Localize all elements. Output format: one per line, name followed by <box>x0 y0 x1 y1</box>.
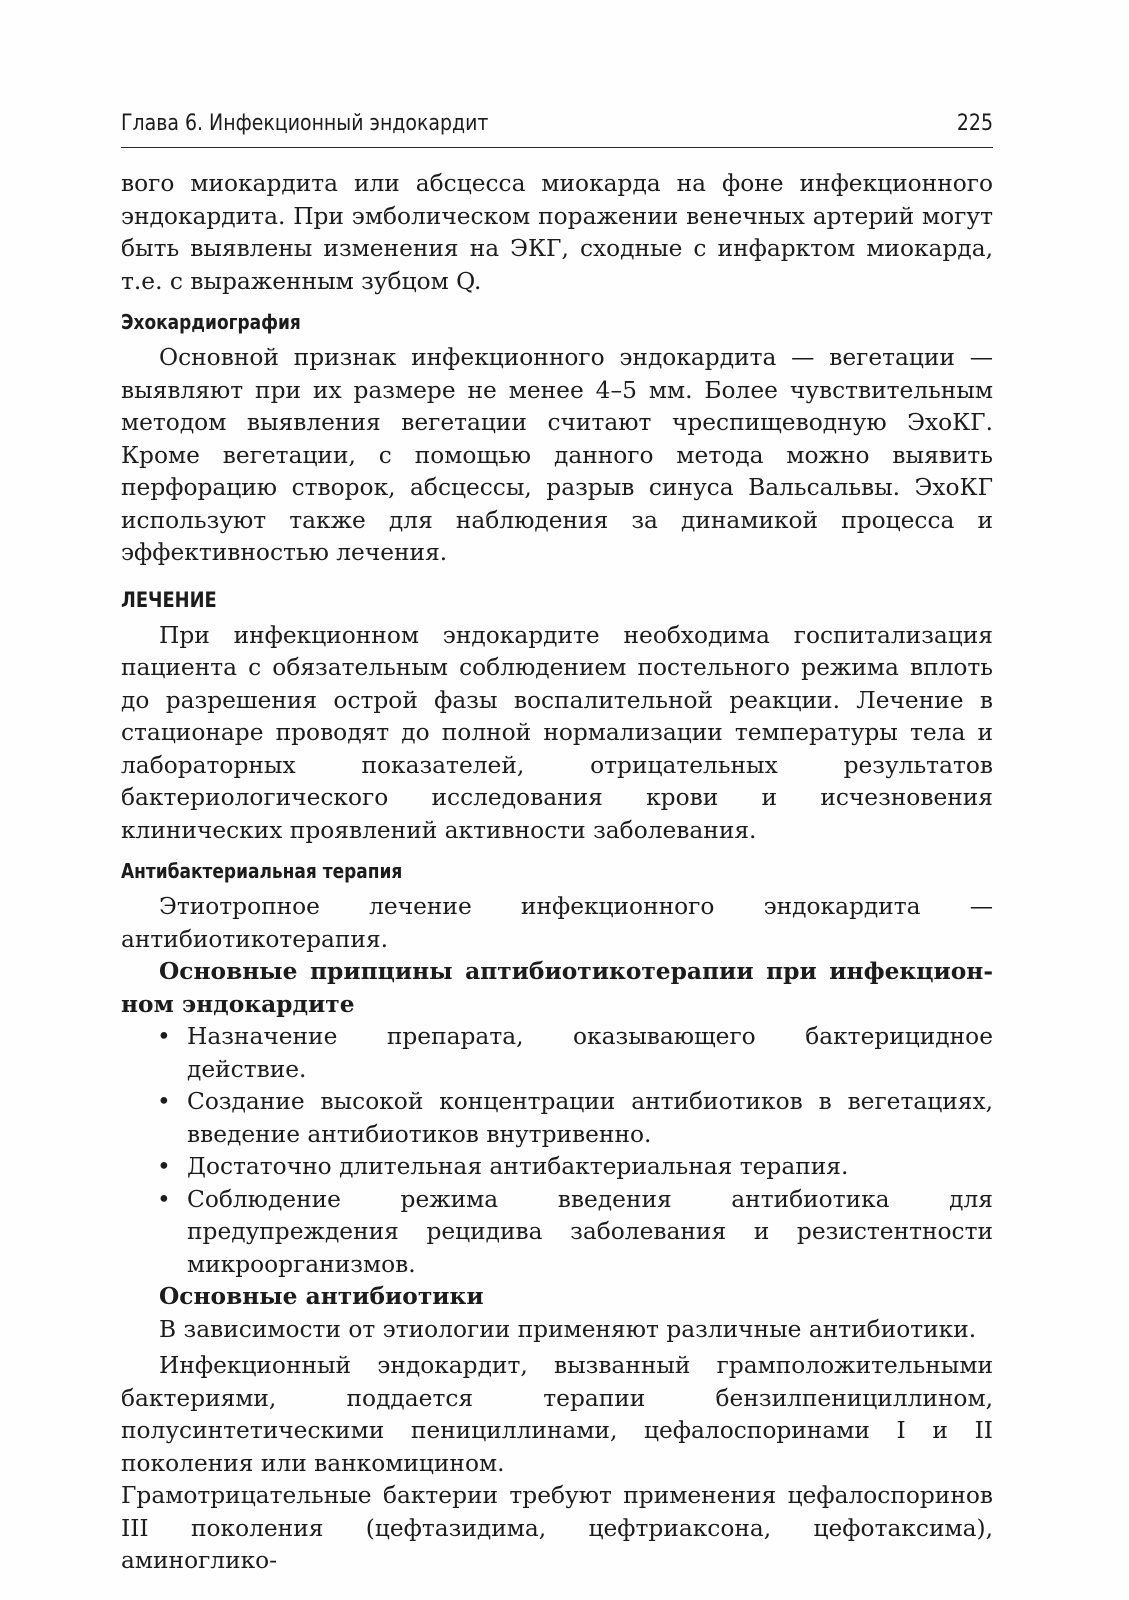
chapter-title: Глава 6. Инфекционный эндокардит <box>121 111 489 136</box>
principles-heading: Основные припцины аптибиотикотерапии при инфекционном эндокардите <box>121 958 993 1018</box>
bullet-marker: • <box>157 1023 171 1050</box>
list-item-text: Назначение препарата, оказывающего бактерицидное действие. <box>187 1023 993 1083</box>
intro-paragraph: вого миокардита или абсцесса миокарда на фоне инфекционного эндокардита. При эмболическом поражении венечных артерий могут быть выявлены изменения на ЭКГ, сходные с инфарктом миокарда, т.е. с выраженным зубцом Q. <box>121 170 993 295</box>
list-item <box>121 1021 993 1086</box>
gram-negative-paragraph: Грамотрицательные бактерии требуют применения цефалоспоринов III поколения (цефтазидима, цефтриаксона, цефотаксима), аминоглико- <box>121 1482 993 1574</box>
treatment-paragraph: При инфекционном эндокардите необходима госпитализация пациента с обязательным соблюдением постельного режима вплоть до разрешения острой фазы воспалительной реакции. Лечение в стационаре проводят до полной нормализации температуры тела и лабораторных показателей, отрицательных результатов бактериологического исследования крови и исчезновения клинических проявлений активности заболевания. <box>121 621 993 844</box>
list-item <box>121 1086 993 1151</box>
bullet-marker: • <box>157 1088 171 1115</box>
running-header <box>121 109 993 148</box>
antibacterial-therapy-heading: Антибактериальная терапия <box>121 859 403 883</box>
list-item-text: Соблюдение режима введения антибиотика для предупреждения рецидива заболевания и резистентности микроорганизмов. <box>187 1185 993 1278</box>
echocardiography-paragraph: Основной признак инфекционного эндокардита — вегетации — выявляют при их размере не менее 4–5 мм. Более чувствительным методом выявления вегетации считают чреспищеводную ЭхоКГ. Кроме вегетации, с помощью данного метода можно выявить перфорацию створок, абсцессы, разрыв синуса Вальсальвы. ЭхоКГ используют также для наблюдения за динамикой процесса и эффективностью лечения. <box>121 344 993 566</box>
etiotropic-paragraph: Этиотропное лечение инфекционного эндокардита — антибиотикотерапия. <box>121 893 993 953</box>
list-item-text: Достаточно длительная антибактериальная терапия. <box>187 1153 849 1180</box>
main-antibiotics-heading: Основные антибиотики <box>159 1283 484 1310</box>
bullet-marker: • <box>157 1153 171 1180</box>
bullet-marker: • <box>157 1185 171 1213</box>
gram-positive-paragraph: Инфекционный эндокардит, вызванный грамположительными бактериями, поддается терапии бензилпенициллином, полусинтетическими пенициллинами, цефалоспоринами I и II поколения или ванкомицином. <box>121 1352 993 1477</box>
treatment-heading: ЛЕЧЕНИЕ <box>121 587 217 612</box>
etiology-paragraph: В зависимости от этиологии применяют различные антибиотики. <box>159 1315 977 1343</box>
echocardiography-heading: Эхокардиография <box>121 310 301 334</box>
principles-list <box>121 1021 993 1281</box>
list-item <box>121 1184 993 1282</box>
page-body <box>121 168 993 1578</box>
list-item <box>121 1151 993 1184</box>
list-item-text: Создание высокой концентрации антибиотиков в вегетациях, введение антибиотиков внутривенно. <box>187 1088 993 1148</box>
page-number: 225 <box>956 111 993 136</box>
